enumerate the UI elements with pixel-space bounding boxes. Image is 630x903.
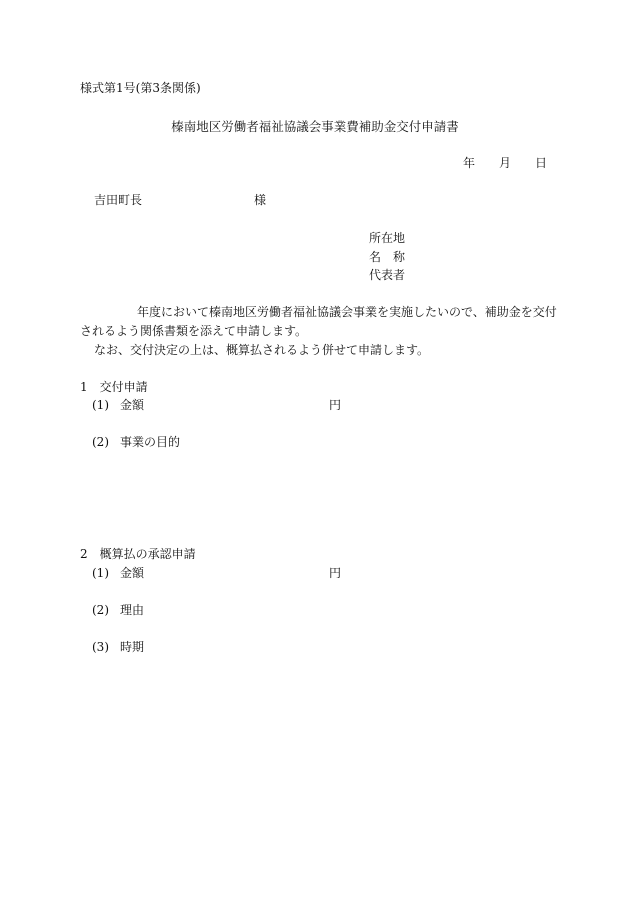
date-month-label: 月 <box>499 156 512 170</box>
body-text-line-2: されるよう関係書類を添えて申請します。 <box>80 324 308 338</box>
section-2-item-2-number: (2) <box>92 603 109 617</box>
section-1-item-1-number: (1) <box>92 398 109 412</box>
section-1-item-1-label: 金額 <box>120 398 145 412</box>
applicant-name-label: 名 称 <box>369 250 406 264</box>
section-2-item-3-number: (3) <box>92 640 109 654</box>
section-2-item-1-number: (1) <box>92 566 109 580</box>
section-1-item-2-number: (2) <box>92 435 109 449</box>
body-text-line-3: なお、交付決定の上は、概算払されるよう併せて申請します。 <box>94 343 430 357</box>
applicant-address-label: 所在地 <box>369 231 406 245</box>
form-number: 様式第1号(第3条関係) <box>80 81 201 95</box>
section-2-item-1-label: 金額 <box>120 566 145 580</box>
applicant-representative-label: 代表者 <box>369 268 406 282</box>
section-2-title: 2 概算払の承認申請 <box>80 547 196 561</box>
section-1-title: 1 交付申請 <box>80 380 148 394</box>
section-1-item-1-unit: 円 <box>329 398 342 412</box>
document-title: 榛南地区労働者福祉協議会事業費補助金交付申請書 <box>171 119 459 134</box>
body-text-line-1: 年度において榛南地区労働者福祉協議会事業を実施したいので、補助金を交付 <box>137 305 557 319</box>
section-2-item-1-unit: 円 <box>329 566 342 580</box>
section-2-item-3-label: 時期 <box>120 640 145 654</box>
section-1-item-2-label: 事業の目的 <box>120 435 181 449</box>
date-year-label: 年 <box>463 156 476 170</box>
section-2-item-2-label: 理由 <box>120 603 145 617</box>
date-day-label: 日 <box>535 156 548 170</box>
addressee-suffix: 様 <box>254 193 267 207</box>
addressee-name: 吉田町長 <box>94 193 143 207</box>
